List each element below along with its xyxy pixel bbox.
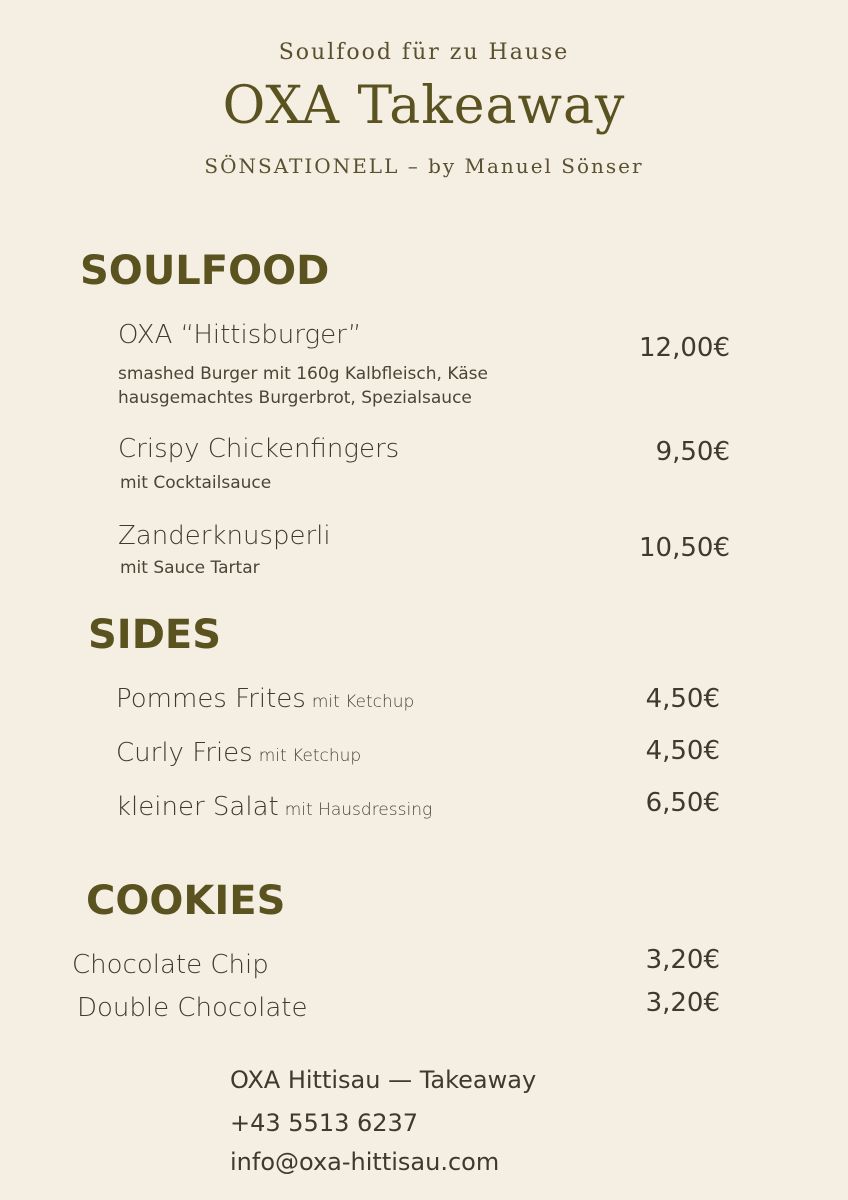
sides-item-desc: mit Ketchup <box>311 692 415 712</box>
footer-phone[interactable]: +43 5513 6237 <box>230 1109 419 1137</box>
sides-item <box>116 792 432 822</box>
menu-tagline: SÖNSATIONELL – by Manuel Sönser <box>204 154 644 178</box>
sides-item-price: 4,50€ <box>645 736 720 766</box>
soulfood-item-desc: hausgemachtes Burgerbrot, Spezialsauce <box>118 388 472 408</box>
soulfood-item-desc: smashed Burger mit 160g Kalbfleisch, Käse <box>118 364 488 384</box>
sides-item-desc: mit Hausdressing <box>284 800 433 820</box>
cookies-item-price: 3,20€ <box>645 988 720 1018</box>
footer-email[interactable]: info@oxa-hittisau.com <box>230 1148 500 1176</box>
sides-item-price: 6,50€ <box>645 788 720 818</box>
soulfood-item-price: 12,00€ <box>639 333 730 363</box>
soulfood-item-desc: mit Sauce Tartar <box>120 558 260 578</box>
cookies-item-price: 3,20€ <box>645 945 720 975</box>
sides-item-name: Curly Fries <box>116 738 253 768</box>
soulfood-item-name: Zanderknusperli <box>118 521 331 551</box>
cookies-item-name: Chocolate Chip <box>72 950 269 980</box>
section-heading-soulfood: SOULFOOD <box>80 248 330 294</box>
soulfood-item-desc: mit Cocktailsauce <box>120 473 272 493</box>
menu-subtitle: Soulfood für zu Hause <box>278 40 570 65</box>
sides-item-desc: mit Ketchup <box>258 746 362 766</box>
sides-item <box>116 738 361 768</box>
sides-item-name: Pommes Frites <box>116 684 306 714</box>
soulfood-item-name: OXA “Hittisburger” <box>118 320 362 350</box>
soulfood-item-price: 10,50€ <box>639 533 730 563</box>
section-heading-sides: SIDES <box>88 612 222 658</box>
soulfood-item-price: 9,50€ <box>655 437 730 467</box>
sides-item <box>116 684 414 714</box>
sides-item-price: 4,50€ <box>645 684 720 714</box>
sides-item-name: kleiner Salat <box>116 792 279 822</box>
soulfood-item-name: Crispy Chickenfingers <box>118 434 400 464</box>
footer-restaurant-name: OXA Hittisau — Takeaway <box>230 1066 537 1094</box>
menu-title: OXA Takeaway <box>222 76 626 136</box>
cookies-item-name: Double Chocolate <box>77 993 308 1023</box>
section-heading-cookies: COOKIES <box>86 878 286 924</box>
